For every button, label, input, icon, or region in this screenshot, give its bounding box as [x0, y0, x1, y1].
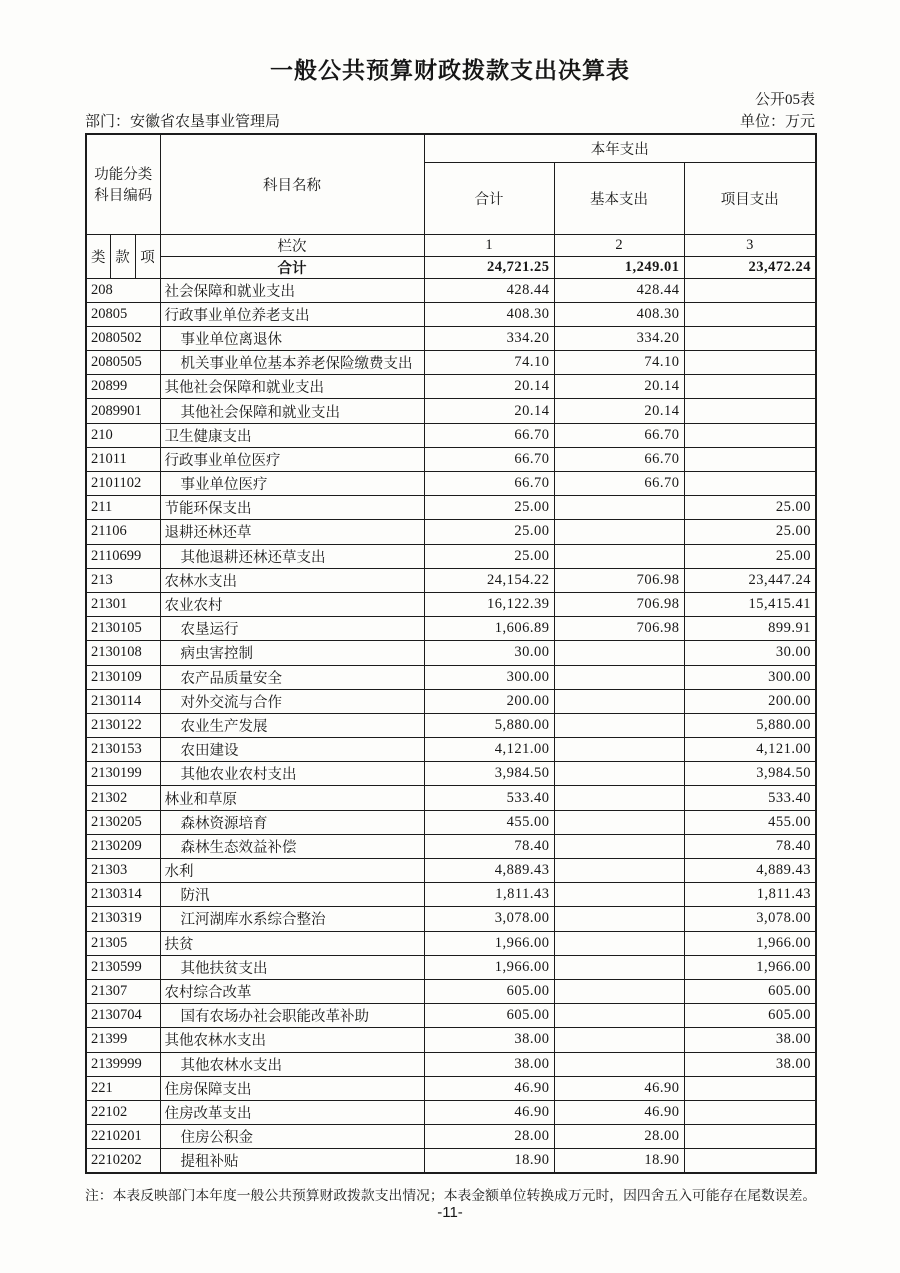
- row-subject-name: 其他农林水支出: [160, 1028, 424, 1052]
- row-code: 21011: [86, 447, 160, 471]
- row-project: [684, 399, 816, 423]
- table-row: [86, 955, 816, 979]
- row-code: 22102: [86, 1100, 160, 1124]
- row-project: 15,415.41: [684, 592, 816, 616]
- row-basic: [554, 786, 684, 810]
- row-subject-name: 农村综合改革: [160, 979, 424, 1003]
- row-code: 21302: [86, 786, 160, 810]
- table-row: [86, 399, 816, 423]
- row-code: 21106: [86, 520, 160, 544]
- row-total: 605.00: [424, 979, 554, 1003]
- row-code: 211: [86, 496, 160, 520]
- row-code: 2210201: [86, 1125, 160, 1149]
- row-project: 5,880.00: [684, 713, 816, 737]
- row-project: [684, 326, 816, 350]
- row-code: 2130122: [86, 713, 160, 737]
- row-total: 66.70: [424, 423, 554, 447]
- row-basic: [554, 665, 684, 689]
- row-project: 455.00: [684, 810, 816, 834]
- table-row: [86, 931, 816, 955]
- row-basic: 18.90: [554, 1149, 684, 1173]
- table-row: [86, 1052, 816, 1076]
- row-code: 2130199: [86, 762, 160, 786]
- expenditure-table: [85, 133, 817, 1174]
- row-project: [684, 351, 816, 375]
- row-subject-name: 事业单位离退休: [160, 326, 424, 350]
- row-project: [684, 375, 816, 399]
- row-code: 21303: [86, 859, 160, 883]
- row-basic: [554, 689, 684, 713]
- table-row: [86, 520, 816, 544]
- table-row: [86, 617, 816, 641]
- row-basic: 46.90: [554, 1100, 684, 1124]
- header-sub-lei: 类: [86, 234, 110, 278]
- row-code: 2130114: [86, 689, 160, 713]
- row-project: [684, 1100, 816, 1124]
- table-row: [86, 883, 816, 907]
- header-col-project: 项目支出: [684, 162, 816, 234]
- row-code: 213: [86, 568, 160, 592]
- row-subject-name: 住房公积金: [160, 1125, 424, 1149]
- footnote: 注：本表反映部门本年度一般公共预算财政拨款支出情况；本表金额单位转换成万元时，因四舍五入可能存在尾数误差。: [85, 1188, 817, 1203]
- row-total: 1,811.43: [424, 883, 554, 907]
- row-total: 4,121.00: [424, 738, 554, 762]
- row-subject-name: 机关事业单位基本养老保险缴费支出: [160, 351, 424, 375]
- table-row: [86, 351, 816, 375]
- row-subject-name: 农业生产发展: [160, 713, 424, 737]
- row-project: 78.40: [684, 834, 816, 858]
- row-project: 23,447.24: [684, 568, 816, 592]
- row-basic: 706.98: [554, 592, 684, 616]
- row-total: 20.14: [424, 399, 554, 423]
- table-row: [86, 786, 816, 810]
- table-row: [86, 496, 816, 520]
- row-subject-name: 农林水支出: [160, 568, 424, 592]
- row-code: 2101102: [86, 472, 160, 496]
- row-code: 2130153: [86, 738, 160, 762]
- row-basic: [554, 955, 684, 979]
- row-subject-name: 社会保障和就业支出: [160, 278, 424, 302]
- row-code: 2080505: [86, 351, 160, 375]
- row-basic: 706.98: [554, 568, 684, 592]
- row-project: 605.00: [684, 1004, 816, 1028]
- row-basic: [554, 762, 684, 786]
- lanci-col-1: 1: [424, 234, 554, 256]
- row-total: 25.00: [424, 544, 554, 568]
- lanci-col-2: 2: [554, 234, 684, 256]
- row-project: [684, 302, 816, 326]
- row-project: [684, 472, 816, 496]
- row-basic: [554, 1004, 684, 1028]
- table-row: [86, 834, 816, 858]
- department-label: 部门：安徽省农垦事业管理局: [85, 114, 281, 130]
- row-code: 2130205: [86, 810, 160, 834]
- row-code: 221: [86, 1076, 160, 1100]
- row-total: 25.00: [424, 520, 554, 544]
- table-row: [86, 472, 816, 496]
- row-total: 1,966.00: [424, 955, 554, 979]
- row-code: 2210202: [86, 1149, 160, 1173]
- row-basic: 334.20: [554, 326, 684, 350]
- row-basic: [554, 544, 684, 568]
- table-row: [86, 979, 816, 1003]
- row-subject-name: 扶贫: [160, 931, 424, 955]
- row-basic: [554, 834, 684, 858]
- table-row: [86, 544, 816, 568]
- row-code: 2130109: [86, 665, 160, 689]
- row-project: 25.00: [684, 520, 816, 544]
- table-row: [86, 1100, 816, 1124]
- row-total: 46.90: [424, 1076, 554, 1100]
- table-header: [86, 134, 816, 278]
- row-code: 2130314: [86, 883, 160, 907]
- row-project: 3,078.00: [684, 907, 816, 931]
- row-project: 200.00: [684, 689, 816, 713]
- row-total: 66.70: [424, 447, 554, 471]
- row-total: 408.30: [424, 302, 554, 326]
- row-total: 20.14: [424, 375, 554, 399]
- row-code: 2110699: [86, 544, 160, 568]
- row-project: 899.91: [684, 617, 816, 641]
- row-basic: [554, 907, 684, 931]
- row-basic: [554, 641, 684, 665]
- row-total: 605.00: [424, 1004, 554, 1028]
- row-subject-name: 行政事业单位养老支出: [160, 302, 424, 326]
- header-year-expense: 本年支出: [424, 134, 816, 162]
- row-project: 1,966.00: [684, 955, 816, 979]
- row-total: 1,966.00: [424, 931, 554, 955]
- row-subject-name: 提租补贴: [160, 1149, 424, 1173]
- table-row: [86, 568, 816, 592]
- row-basic: [554, 1052, 684, 1076]
- row-code: 2080502: [86, 326, 160, 350]
- row-subject-name: 林业和草原: [160, 786, 424, 810]
- row-basic: 20.14: [554, 375, 684, 399]
- row-code: 2130209: [86, 834, 160, 858]
- row-total: 533.40: [424, 786, 554, 810]
- row-basic: 28.00: [554, 1125, 684, 1149]
- row-basic: [554, 859, 684, 883]
- row-subject-name: 对外交流与合作: [160, 689, 424, 713]
- row-subject-name: 病虫害控制: [160, 641, 424, 665]
- grand-total-label: 合计: [160, 256, 424, 278]
- row-subject-name: 国有农场办社会职能改革补助: [160, 1004, 424, 1028]
- header-subject-name: 科目名称: [160, 134, 424, 234]
- row-subject-name: 江河湖库水系综合整治: [160, 907, 424, 931]
- row-subject-name: 防汛: [160, 883, 424, 907]
- row-total: 66.70: [424, 472, 554, 496]
- row-subject-name: 森林生态效益补偿: [160, 834, 424, 858]
- row-subject-name: 其他农业农村支出: [160, 762, 424, 786]
- row-subject-name: 其他社会保障和就业支出: [160, 399, 424, 423]
- table-row: [86, 1028, 816, 1052]
- table-row: [86, 641, 816, 665]
- row-basic: 66.70: [554, 423, 684, 447]
- row-project: [684, 278, 816, 302]
- row-project: [684, 1076, 816, 1100]
- row-total: 38.00: [424, 1028, 554, 1052]
- row-total: 16,122.39: [424, 592, 554, 616]
- row-project: 4,121.00: [684, 738, 816, 762]
- row-code: 21307: [86, 979, 160, 1003]
- row-subject-name: 住房保障支出: [160, 1076, 424, 1100]
- row-project: 25.00: [684, 496, 816, 520]
- row-subject-name: 森林资源培育: [160, 810, 424, 834]
- row-code: 208: [86, 278, 160, 302]
- row-project: 25.00: [684, 544, 816, 568]
- row-basic: [554, 738, 684, 762]
- row-subject-name: 其他农林水支出: [160, 1052, 424, 1076]
- row-project: 605.00: [684, 979, 816, 1003]
- row-total: 28.00: [424, 1125, 554, 1149]
- header-sub-xiang: 项: [135, 234, 160, 278]
- row-code: 21305: [86, 931, 160, 955]
- row-code: 21399: [86, 1028, 160, 1052]
- row-subject-name: 退耕还林还草: [160, 520, 424, 544]
- header-col-basic: 基本支出: [554, 162, 684, 234]
- row-project: [684, 1149, 816, 1173]
- row-project: 1,811.43: [684, 883, 816, 907]
- row-subject-name: 农业农村: [160, 592, 424, 616]
- table-row: [86, 278, 816, 302]
- row-code: 2130704: [86, 1004, 160, 1028]
- row-project: [684, 447, 816, 471]
- row-subject-name: 农垦运行: [160, 617, 424, 641]
- grand-total-sum: 24,721.25: [424, 256, 554, 278]
- page-number: -11-: [437, 1204, 463, 1221]
- row-project: 1,966.00: [684, 931, 816, 955]
- row-total: 3,078.00: [424, 907, 554, 931]
- row-project: 3,984.50: [684, 762, 816, 786]
- row-subject-name: 农产品质量安全: [160, 665, 424, 689]
- table-row: [86, 1125, 816, 1149]
- row-basic: [554, 979, 684, 1003]
- row-code: 2130108: [86, 641, 160, 665]
- table-row: [86, 907, 816, 931]
- header-sub-kuan: 款: [110, 234, 135, 278]
- row-basic: 66.70: [554, 472, 684, 496]
- row-code: 2139999: [86, 1052, 160, 1076]
- row-total: 25.00: [424, 496, 554, 520]
- table-body: [86, 278, 816, 1173]
- grand-total-basic: 1,249.01: [554, 256, 684, 278]
- row-basic: [554, 810, 684, 834]
- row-project: [684, 1125, 816, 1149]
- row-total: 24,154.22: [424, 568, 554, 592]
- header-col-total: 合计: [424, 162, 554, 234]
- table-row: [86, 1076, 816, 1100]
- grand-total-project: 23,472.24: [684, 256, 816, 278]
- row-basic: 428.44: [554, 278, 684, 302]
- row-total: 334.20: [424, 326, 554, 350]
- table-row: [86, 762, 816, 786]
- row-project: [684, 423, 816, 447]
- row-subject-name: 其他退耕还林还草支出: [160, 544, 424, 568]
- row-total: 46.90: [424, 1100, 554, 1124]
- row-basic: 20.14: [554, 399, 684, 423]
- table-row: [86, 1004, 816, 1028]
- row-project: 30.00: [684, 641, 816, 665]
- table-row: [86, 810, 816, 834]
- row-code: 2089901: [86, 399, 160, 423]
- form-code-label: 公开05表: [754, 92, 815, 108]
- row-basic: [554, 1028, 684, 1052]
- row-project: 533.40: [684, 786, 816, 810]
- row-code: 2130319: [86, 907, 160, 931]
- row-code: 20805: [86, 302, 160, 326]
- row-subject-name: 其他社会保障和就业支出: [160, 375, 424, 399]
- row-basic: [554, 520, 684, 544]
- table-row: [86, 859, 816, 883]
- lanci-col-3: 3: [684, 234, 816, 256]
- row-subject-name: 节能环保支出: [160, 496, 424, 520]
- table-row: [86, 592, 816, 616]
- row-subject-name: 事业单位医疗: [160, 472, 424, 496]
- table-row: [86, 738, 816, 762]
- row-project: 300.00: [684, 665, 816, 689]
- row-basic: [554, 496, 684, 520]
- page-title: 一般公共预算财政拨款支出决算表: [270, 58, 630, 83]
- row-basic: 408.30: [554, 302, 684, 326]
- row-subject-name: 住房改革支出: [160, 1100, 424, 1124]
- row-total: 74.10: [424, 351, 554, 375]
- row-code: 2130599: [86, 955, 160, 979]
- row-code: 210: [86, 423, 160, 447]
- row-total: 18.90: [424, 1149, 554, 1173]
- row-subject-name: 卫生健康支出: [160, 423, 424, 447]
- row-code: 20899: [86, 375, 160, 399]
- row-total: 38.00: [424, 1052, 554, 1076]
- table-row: [86, 689, 816, 713]
- row-total: 300.00: [424, 665, 554, 689]
- table-row: [86, 375, 816, 399]
- table-row: [86, 1149, 816, 1173]
- lanci-label: 栏次: [160, 234, 424, 256]
- table-row: [86, 326, 816, 350]
- header-code: 功能分类科目编码: [86, 134, 160, 234]
- row-subject-name: 水利: [160, 859, 424, 883]
- unit-label: 单位：万元: [739, 114, 815, 130]
- row-subject-name: 其他扶贫支出: [160, 955, 424, 979]
- row-total: 428.44: [424, 278, 554, 302]
- row-total: 3,984.50: [424, 762, 554, 786]
- table-row: [86, 423, 816, 447]
- row-total: 78.40: [424, 834, 554, 858]
- row-total: 200.00: [424, 689, 554, 713]
- row-total: 30.00: [424, 641, 554, 665]
- row-project: 38.00: [684, 1028, 816, 1052]
- row-project: 38.00: [684, 1052, 816, 1076]
- table-row: [86, 713, 816, 737]
- row-basic: 46.90: [554, 1076, 684, 1100]
- row-total: 455.00: [424, 810, 554, 834]
- row-total: 4,889.43: [424, 859, 554, 883]
- row-subject-name: 农田建设: [160, 738, 424, 762]
- table-row: [86, 447, 816, 471]
- row-basic: [554, 713, 684, 737]
- row-project: 4,889.43: [684, 859, 816, 883]
- row-code: 2130105: [86, 617, 160, 641]
- row-basic: 706.98: [554, 617, 684, 641]
- meta-row: [85, 110, 815, 131]
- row-basic: [554, 931, 684, 955]
- row-total: 5,880.00: [424, 713, 554, 737]
- row-subject-name: 行政事业单位医疗: [160, 447, 424, 471]
- table-row: [86, 665, 816, 689]
- table-row: [86, 302, 816, 326]
- row-basic: 66.70: [554, 447, 684, 471]
- row-code: 21301: [86, 592, 160, 616]
- row-total: 1,606.89: [424, 617, 554, 641]
- row-basic: [554, 883, 684, 907]
- row-basic: 74.10: [554, 351, 684, 375]
